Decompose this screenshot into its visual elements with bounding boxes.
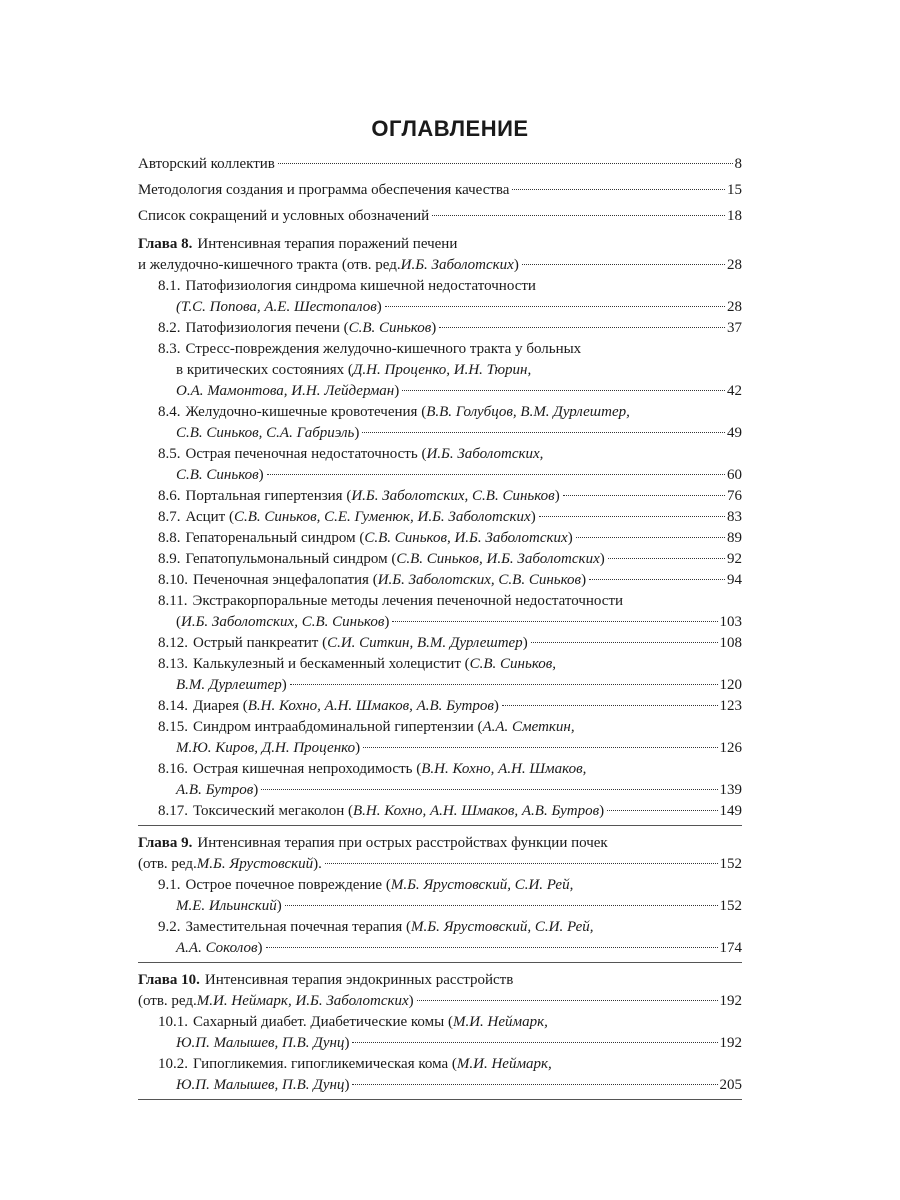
dot-leader	[290, 684, 718, 685]
section-entry[interactable]	[138, 486, 742, 507]
entry-authors: И.Б. Заболотских	[400, 257, 514, 273]
section-entry[interactable]	[138, 1012, 742, 1054]
entry-text-tail: )	[530, 509, 536, 525]
dot-leader	[531, 642, 718, 643]
section-number: 8.1.	[158, 278, 181, 294]
page-number: 139	[719, 782, 742, 798]
toc-line	[158, 738, 742, 759]
toc-line	[138, 255, 742, 276]
toc-line	[138, 206, 742, 227]
entry-text: Патофизиология печени (	[185, 320, 349, 336]
dot-leader	[267, 474, 725, 475]
entry-text: Гипогликемия. гипогликемическая кома (	[193, 1056, 457, 1072]
toc-line	[158, 528, 742, 549]
entry-authors: С.В. Синьков	[348, 320, 432, 336]
toc-line	[158, 402, 742, 423]
dot-leader	[589, 579, 725, 580]
page-number: 174	[719, 940, 742, 956]
entry-authors: И.Б. Заболотских, С.В. Синьков	[181, 614, 385, 630]
dot-leader	[278, 163, 733, 164]
page-number: 192	[719, 1035, 742, 1051]
entry-text: в критических состояниях (	[176, 362, 353, 378]
toc-line	[158, 896, 742, 917]
dot-leader	[522, 264, 725, 265]
entry-authors: И.Б. Заболотских, С.В. Синьков	[377, 572, 582, 588]
page-number: 8	[734, 156, 742, 172]
dot-leader	[512, 189, 725, 190]
entry-text: и желудочно-кишечного тракта (отв. ред.	[138, 257, 401, 273]
chapter-entry[interactable]	[138, 970, 742, 1012]
entry-text: Острое почечное повреждение (	[185, 877, 391, 893]
section-entry[interactable]	[138, 875, 742, 917]
entry-text: Острая кишечная непроходимость (	[193, 761, 422, 777]
dot-leader	[392, 621, 717, 622]
toc-line	[158, 633, 742, 654]
section-number: 8.3.	[158, 341, 181, 357]
page-number: 152	[719, 898, 742, 914]
entry-text-tail: )	[493, 698, 499, 714]
entry-text: (отв. ред.	[138, 993, 197, 1009]
toc-line	[138, 154, 742, 175]
toc-entry[interactable]	[138, 206, 742, 227]
toc-line	[158, 591, 742, 612]
toc-line	[158, 297, 742, 318]
section-number: 8.9.	[158, 551, 181, 567]
section-entry[interactable]	[138, 570, 742, 591]
page-number: 18	[727, 208, 742, 224]
toc-line	[158, 759, 742, 780]
section-entry[interactable]	[138, 549, 742, 570]
toc-line	[158, 717, 742, 738]
page-number: 120	[719, 677, 742, 693]
entry-text-tail: )	[258, 467, 264, 483]
section-entry[interactable]	[138, 696, 742, 717]
entry-text-tail: )	[376, 299, 382, 315]
section-entry[interactable]	[138, 759, 742, 801]
section-number: 10.2.	[158, 1056, 188, 1072]
entry-authors: М.Б. Ярустовский	[196, 856, 314, 872]
entry-text: Гепатопульмональный синдром (	[185, 551, 397, 567]
dot-leader	[352, 1042, 717, 1043]
entry-text-tail: )	[355, 740, 361, 756]
entry-text-tail: )	[281, 677, 287, 693]
entry-authors: И.Б. Заболотских, С.В. Синьков	[351, 488, 555, 504]
entry-authors: С.В. Синьков, И.Б. Заболотских	[364, 530, 568, 546]
chapter-sections	[138, 875, 742, 963]
entry-text: Стресс-повреждения желудочно-кишечного тракта у больных	[185, 341, 582, 357]
toc-line	[158, 875, 742, 896]
section-entry[interactable]	[138, 507, 742, 528]
toc-line	[158, 917, 742, 938]
entry-authors: С.В. Синьков,	[469, 656, 557, 672]
dot-leader	[363, 747, 717, 748]
section-number: 8.13.	[158, 656, 188, 672]
section-entry[interactable]	[138, 528, 742, 549]
toc-line	[158, 1075, 742, 1096]
dot-leader	[607, 810, 717, 811]
toc-line	[158, 360, 742, 381]
page-number: 28	[727, 299, 742, 315]
section-entry[interactable]	[138, 801, 742, 822]
chapter-sections	[138, 1012, 742, 1100]
page-number: 192	[719, 993, 742, 1009]
dot-leader	[576, 537, 725, 538]
entry-authors: В.Н. Кохно, А.Н. Шмаков, А.В. Бутров	[247, 698, 494, 714]
section-number: 8.4.	[158, 404, 181, 420]
section-number: 8.2.	[158, 320, 181, 336]
section-number: 8.5.	[158, 446, 181, 462]
toc-line	[158, 276, 742, 297]
entry-authors: С.В. Синьков	[176, 467, 259, 483]
chapter-entry[interactable]	[138, 234, 742, 276]
toc-line	[158, 1033, 742, 1054]
entry-text: Диарея (	[193, 698, 248, 714]
entry-authors: М.Б. Ярустовский, С.И. Рей,	[411, 919, 594, 935]
page-number: 149	[719, 803, 742, 819]
section-entry[interactable]	[138, 444, 742, 486]
dot-leader	[563, 495, 725, 496]
toc-line	[158, 570, 742, 591]
dot-leader	[608, 558, 725, 559]
entry-authors: М.Е. Ильинский	[176, 898, 277, 914]
section-entry[interactable]	[138, 339, 742, 402]
entry-authors: С.И. Ситкин, В.М. Дурлештер	[327, 635, 523, 651]
section-number: 8.15.	[158, 719, 188, 735]
dot-leader	[439, 327, 725, 328]
toc-line	[158, 444, 742, 465]
page-number: 92	[727, 551, 742, 567]
toc-line	[158, 381, 742, 402]
toc-line	[158, 339, 742, 360]
page-number: 89	[727, 530, 742, 546]
dot-leader	[325, 863, 718, 864]
page-title: ОГЛАВЛЕНИЕ	[371, 116, 529, 141]
section-entry[interactable]	[138, 276, 742, 318]
section-number: 8.12.	[158, 635, 188, 651]
entry-text: Калькулезный и бескаменный холецистит (	[193, 656, 470, 672]
dot-leader	[502, 705, 718, 706]
dot-leader	[362, 432, 725, 433]
dot-leader	[266, 947, 718, 948]
entry-text: Интенсивная терапия эндокринных расстройств	[204, 972, 514, 988]
page-number: 15	[727, 182, 742, 198]
dot-leader	[417, 1000, 718, 1001]
entry-text: (	[176, 614, 181, 630]
entry-text-tail: )	[344, 1035, 350, 1051]
entry-text: Интенсивная терапия поражений печени	[197, 236, 458, 252]
toc-line	[158, 423, 742, 444]
entry-text: (отв. ред.	[138, 856, 197, 872]
entry-text: Интенсивная терапия при острых расстройствах функции почек	[197, 835, 608, 851]
section-entry[interactable]	[138, 633, 742, 654]
entry-text-tail: )	[408, 993, 414, 1009]
dot-leader	[432, 215, 725, 216]
entry-authors: М.Б. Ярустовский, С.И. Рей,	[390, 877, 574, 893]
entry-text-tail: )	[513, 257, 519, 273]
toc-entry[interactable]	[138, 154, 742, 175]
section-number: 10.1.	[158, 1014, 188, 1030]
entry-text-tail: )	[394, 383, 400, 399]
page-number: 94	[727, 572, 742, 588]
dot-leader	[402, 390, 725, 391]
page-number: 126	[719, 740, 742, 756]
entry-text: Портальная гипертензия (	[185, 488, 352, 504]
entry-text: Авторский коллектив	[138, 156, 275, 172]
entry-authors: С.В. Синьков, И.Б. Заболотских	[396, 551, 600, 567]
section-number: 8.11.	[158, 593, 188, 609]
toc-line	[138, 991, 742, 1012]
entry-text: Желудочно-кишечные кровотечения (	[185, 404, 427, 420]
dot-leader	[261, 789, 717, 790]
entry-text-tail: )	[384, 614, 390, 630]
section-number: 9.2.	[158, 919, 181, 935]
toc-line	[138, 970, 742, 991]
entry-text: Синдром интраабдоминальной гипертензии (	[193, 719, 483, 735]
section-number: 8.10.	[158, 572, 188, 588]
entry-authors: О.А. Мамонтова, И.Н. Лейдерман	[176, 383, 395, 399]
section-number: 8.16.	[158, 761, 188, 777]
toc-line	[158, 696, 742, 717]
section-entry[interactable]	[138, 654, 742, 696]
toc-line	[158, 654, 742, 675]
entry-text-tail: )	[431, 320, 437, 336]
chapter-entry[interactable]	[138, 833, 742, 875]
chapter-label: Глава 8.	[138, 236, 193, 252]
section-number: 9.1.	[158, 877, 181, 893]
entry-text-tail: )	[354, 425, 360, 441]
section-number: 8.8.	[158, 530, 181, 546]
page-number: 152	[719, 856, 742, 872]
toc-line	[158, 318, 742, 339]
toc-line	[158, 1054, 742, 1075]
entry-text: Острый панкреатит (	[193, 635, 328, 651]
entry-authors: В.Н. Кохно, А.Н. Шмаков, А.В. Бутров	[353, 803, 600, 819]
toc-line	[158, 801, 742, 822]
page-number: 60	[727, 467, 742, 483]
toc-line	[138, 833, 742, 854]
chapter-sections	[138, 276, 742, 826]
entry-text: Патофизиология синдрома кишечной недостаточности	[185, 278, 536, 294]
entry-text-tail: )	[567, 530, 573, 546]
dot-leader	[352, 1084, 717, 1085]
toc-entry[interactable]	[138, 180, 742, 201]
entry-authors: С.В. Синьков, С.Е. Гуменюк, И.Б. Заболотских	[233, 509, 531, 525]
entry-text: Методология создания и программа обеспечения качества	[138, 182, 510, 198]
entry-authors: М.И. Неймарк,	[456, 1056, 552, 1072]
toc-line	[158, 938, 742, 959]
entry-text-tail: )	[257, 940, 263, 956]
toc-line	[158, 549, 742, 570]
toc-line	[138, 854, 742, 875]
page-number: 103	[719, 614, 742, 630]
toc-line	[158, 675, 742, 696]
entry-authors: И.Б. Заболотских,	[426, 446, 544, 462]
page-number: 123	[719, 698, 742, 714]
entry-authors: Ю.П. Малышев, П.В. Дунц	[176, 1077, 345, 1093]
entry-authors: А.А. Сметкин,	[482, 719, 575, 735]
toc-line	[158, 507, 742, 528]
entry-text-tail: )	[599, 551, 605, 567]
entry-text: Токсический мегаколон (	[193, 803, 354, 819]
table-of-contents	[138, 154, 742, 1107]
entry-text-tail: ).	[313, 856, 322, 872]
page-number: 49	[727, 425, 742, 441]
section-number: 8.6.	[158, 488, 181, 504]
toc-line	[158, 612, 742, 633]
section-number: 8.14.	[158, 698, 188, 714]
page-number: 205	[719, 1077, 742, 1093]
section-entry[interactable]	[138, 591, 742, 633]
entry-text: Гепаторенальный синдром (	[185, 530, 365, 546]
toc-line	[138, 180, 742, 201]
page-number: 76	[727, 488, 742, 504]
entry-authors: Ю.П. Малышев, П.В. Дунц	[176, 1035, 345, 1051]
entry-authors: (Т.С. Попова, А.Е. Шестопалов	[176, 299, 377, 315]
entry-text-tail: )	[276, 898, 282, 914]
entry-text-tail: )	[599, 803, 605, 819]
section-entry[interactable]	[138, 917, 742, 959]
entry-authors: М.И. Неймарк, И.Б. Заболотских	[196, 993, 409, 1009]
section-number: 8.7.	[158, 509, 181, 525]
section-number: 8.17.	[158, 803, 188, 819]
entry-authors: В.М. Дурлештер	[176, 677, 282, 693]
entry-authors: М.И. Неймарк,	[452, 1014, 548, 1030]
chapter-label: Глава 9.	[138, 835, 193, 851]
toc-line	[158, 486, 742, 507]
page-number: 42	[727, 383, 742, 399]
entry-authors: А.В. Бутров	[176, 782, 254, 798]
page-number: 83	[727, 509, 742, 525]
section-entry[interactable]	[138, 402, 742, 444]
entry-text-tail: )	[554, 488, 560, 504]
entry-authors: Д.Н. Проценко, И.Н. Тюрин,	[352, 362, 532, 378]
page-number: 108	[719, 635, 742, 651]
entry-text: Список сокращений и условных обозначений	[138, 208, 430, 224]
entry-authors: В.В. Голубцов, В.М. Дурлештер,	[426, 404, 630, 420]
entry-authors: А.А. Соколов	[176, 940, 258, 956]
dot-leader	[285, 905, 718, 906]
entry-authors: В.Н. Кохно, А.Н. Шмаков,	[421, 761, 587, 777]
toc-line	[158, 1012, 742, 1033]
entry-authors: М.Ю. Киров, Д.Н. Проценко	[176, 740, 356, 756]
entry-text: Сахарный диабет. Диабетические комы (	[193, 1014, 453, 1030]
entry-text-tail: )	[253, 782, 259, 798]
page-number: 28	[727, 257, 742, 273]
chapter-label: Глава 10.	[138, 972, 200, 988]
entry-text-tail: )	[522, 635, 528, 651]
section-entry[interactable]	[138, 1054, 742, 1096]
dot-leader	[539, 516, 725, 517]
page-number: 37	[727, 320, 742, 336]
section-entry[interactable]	[138, 717, 742, 759]
entry-authors: С.В. Синьков, С.А. Габриэль	[176, 425, 355, 441]
entry-text: Асцит (	[185, 509, 234, 525]
entry-text: Экстракорпоральные методы лечения печеночной недостаточности	[192, 593, 624, 609]
entry-text: Заместительная почечная терапия (	[185, 919, 412, 935]
toc-line	[158, 780, 742, 801]
entry-text: Острая печеночная недостаточность (	[185, 446, 427, 462]
section-entry[interactable]	[138, 318, 742, 339]
entry-text-tail: )	[344, 1077, 350, 1093]
entry-text: Печеночная энцефалопатия (	[193, 572, 378, 588]
dot-leader	[385, 306, 725, 307]
toc-line	[158, 465, 742, 486]
toc-line	[138, 234, 742, 255]
entry-text-tail: )	[581, 572, 587, 588]
